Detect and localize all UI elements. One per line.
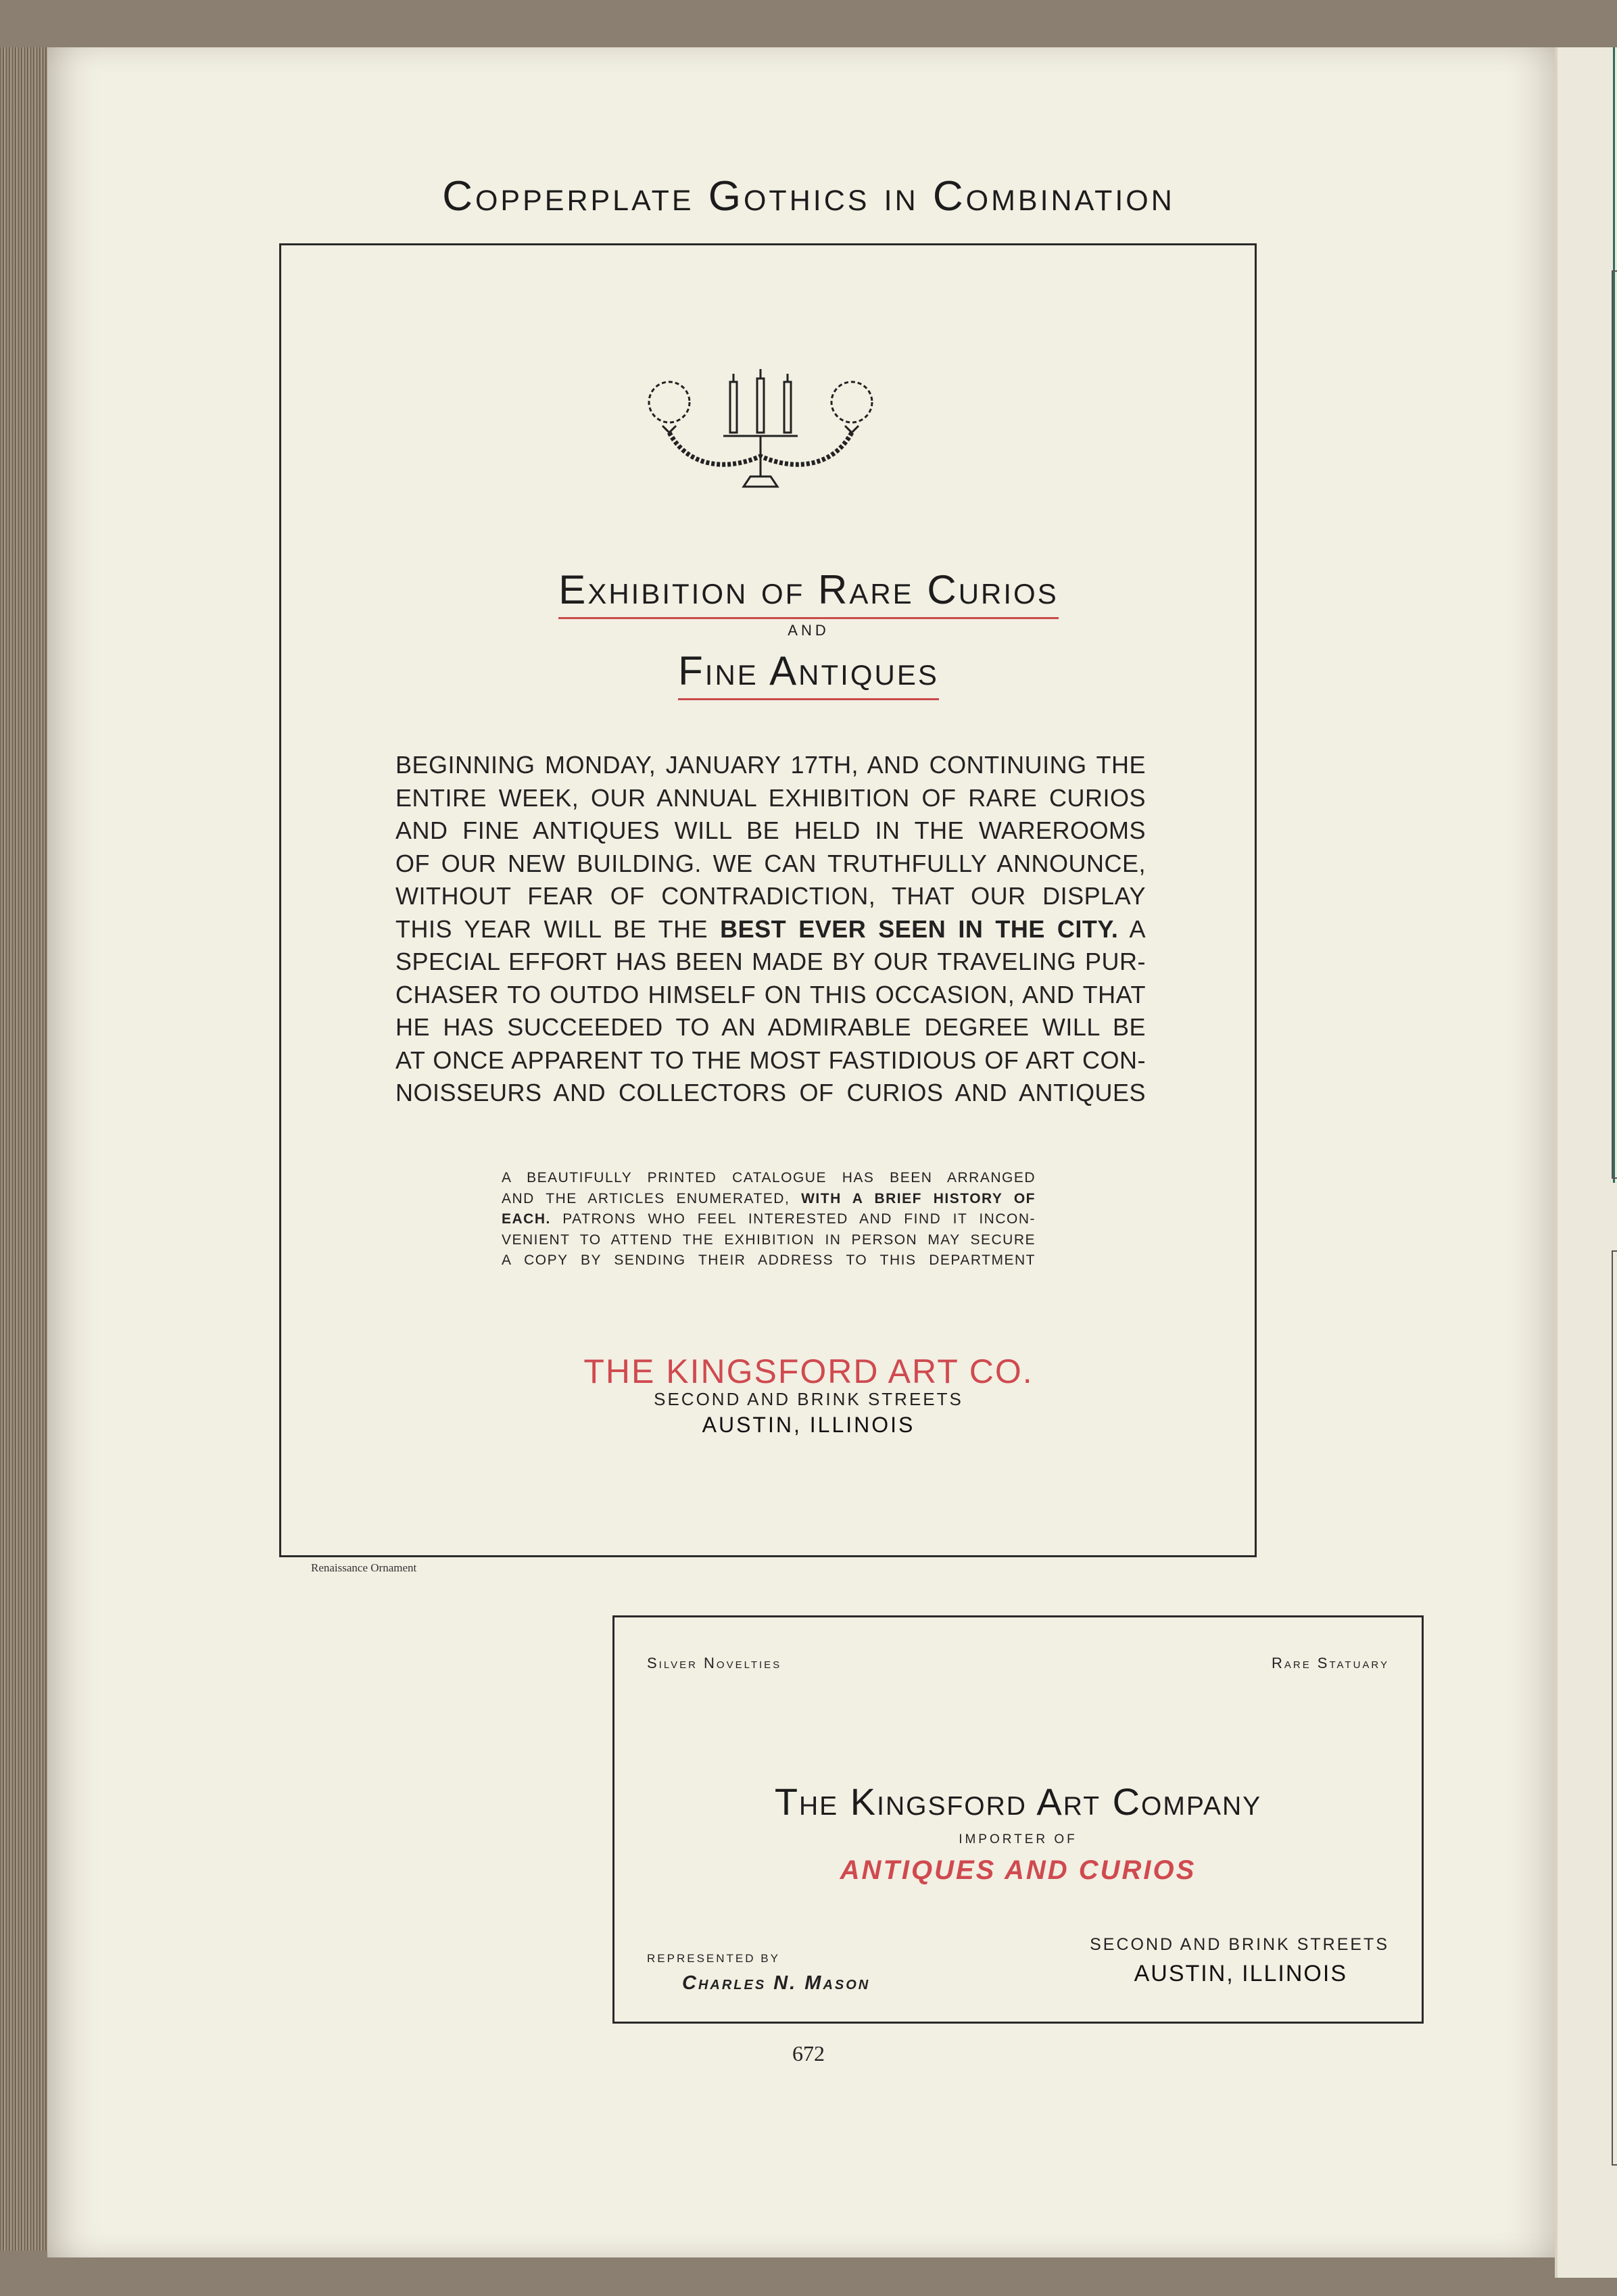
headline-and: AND [788,622,829,639]
card-rep-name: Charles N. Mason [682,1972,871,1994]
fine-line: VENIENT TO ATTEND THE EXHIBITION IN PERSON MAY SECURE [502,1231,1036,1248]
body-line: OF OUR NEW BUILDING. WE CAN TRUTHFULLY ANNOUNCE, [395,849,1146,877]
body-line: AT ONCE APPARENT TO THE MOST FASTIDIOUS OF ART CON- [395,1046,1146,1074]
page-title: Copperplate Gothics in Combination [442,173,1175,220]
headline-rare-curios: Exhibition of Rare Curios [0,566,1617,619]
catalogue-notice [502,1168,1036,1271]
book-page-edges [0,47,54,2251]
card-top-right-label: Rare Statuary [1271,1655,1389,1671]
card-represented-label: REPRESENTED BY [647,1952,780,1965]
card-top-left-label: Silver Novelties [647,1655,782,1671]
fine-line: EACH. PATRONS WHO FEEL INTERESTED AND FIND IT INCON- [502,1211,1036,1227]
company-name: THE KINGSFORD ART CO. [583,1352,1034,1390]
body-line: ENTIRE WEEK, OUR ANNUAL EXHIBITION OF RARE CURIOS [395,783,1146,812]
emphasis-text: BEST EVER SEEN IN THE CITY. [720,914,1119,943]
body-line: CHASER TO OUTDO HIMSELF ON THIS OCCASION, AND THAT [395,980,1146,1008]
fine-line: AND THE ARTICLES ENUMERATED, WITH A BRIEF HISTORY OF [502,1190,1036,1206]
exhibition-body-text [395,749,1146,1110]
business-card-advertisement [612,1615,1424,2024]
body-line-emphasis: THIS YEAR WILL BE THE BEST EVER SEEN IN THE CITY. A [395,914,1146,943]
body-line: WITHOUT FEAR OF CONTRADICTION, THAT OUR DISPLAY [395,882,1146,910]
body-line: NOISSEURS AND COLLECTORS OF CURIOS AND ANTIQUES [395,1079,1146,1106]
candelabra-ornament-icon [635,368,886,504]
body-line: HE HAS SUCCEEDED TO AN ADMIRABLE DEGREE WILL BE [395,1013,1146,1041]
facing-page-edge [1555,47,1617,2278]
fine-line: A COPY BY SENDING THEIR ADDRESS TO THIS DEPARTMENT [502,1252,1036,1268]
body-line: AND FINE ANTIQUES WILL BE HELD IN THE WAREROOMS [395,816,1146,844]
ornament-caption: Renaissance Ornament [311,1561,417,1574]
body-line: SPECIAL EFFORT HAS BEEN MADE BY OUR TRAVELING PUR- [395,948,1146,975]
fine-line: A BEAUTIFULLY PRINTED CATALOGUE HAS BEEN ARRANGED [502,1170,1036,1186]
card-street: SECOND AND BRINK STREETS [1090,1935,1389,1954]
card-importer-label: IMPORTER OF [959,1832,1078,1847]
page-number: 672 [792,2041,825,2066]
body-line: BEGINNING MONDAY, JANUARY 17TH, AND CONTINUING THE [395,751,1146,779]
company-street: SECOND AND BRINK STREETS [654,1389,963,1409]
card-company-name: The Kingsford Art Company [774,1780,1262,1823]
facing-page-box-top [1612,270,1617,1179]
card-goods: ANTIQUES AND CURIOS [840,1855,1197,1885]
headline-fine-antiques: Fine Antiques [0,648,1617,700]
card-city: AUSTIN, ILLINOIS [1134,1961,1347,1986]
company-city: AUSTIN, ILLINOIS [702,1413,915,1437]
